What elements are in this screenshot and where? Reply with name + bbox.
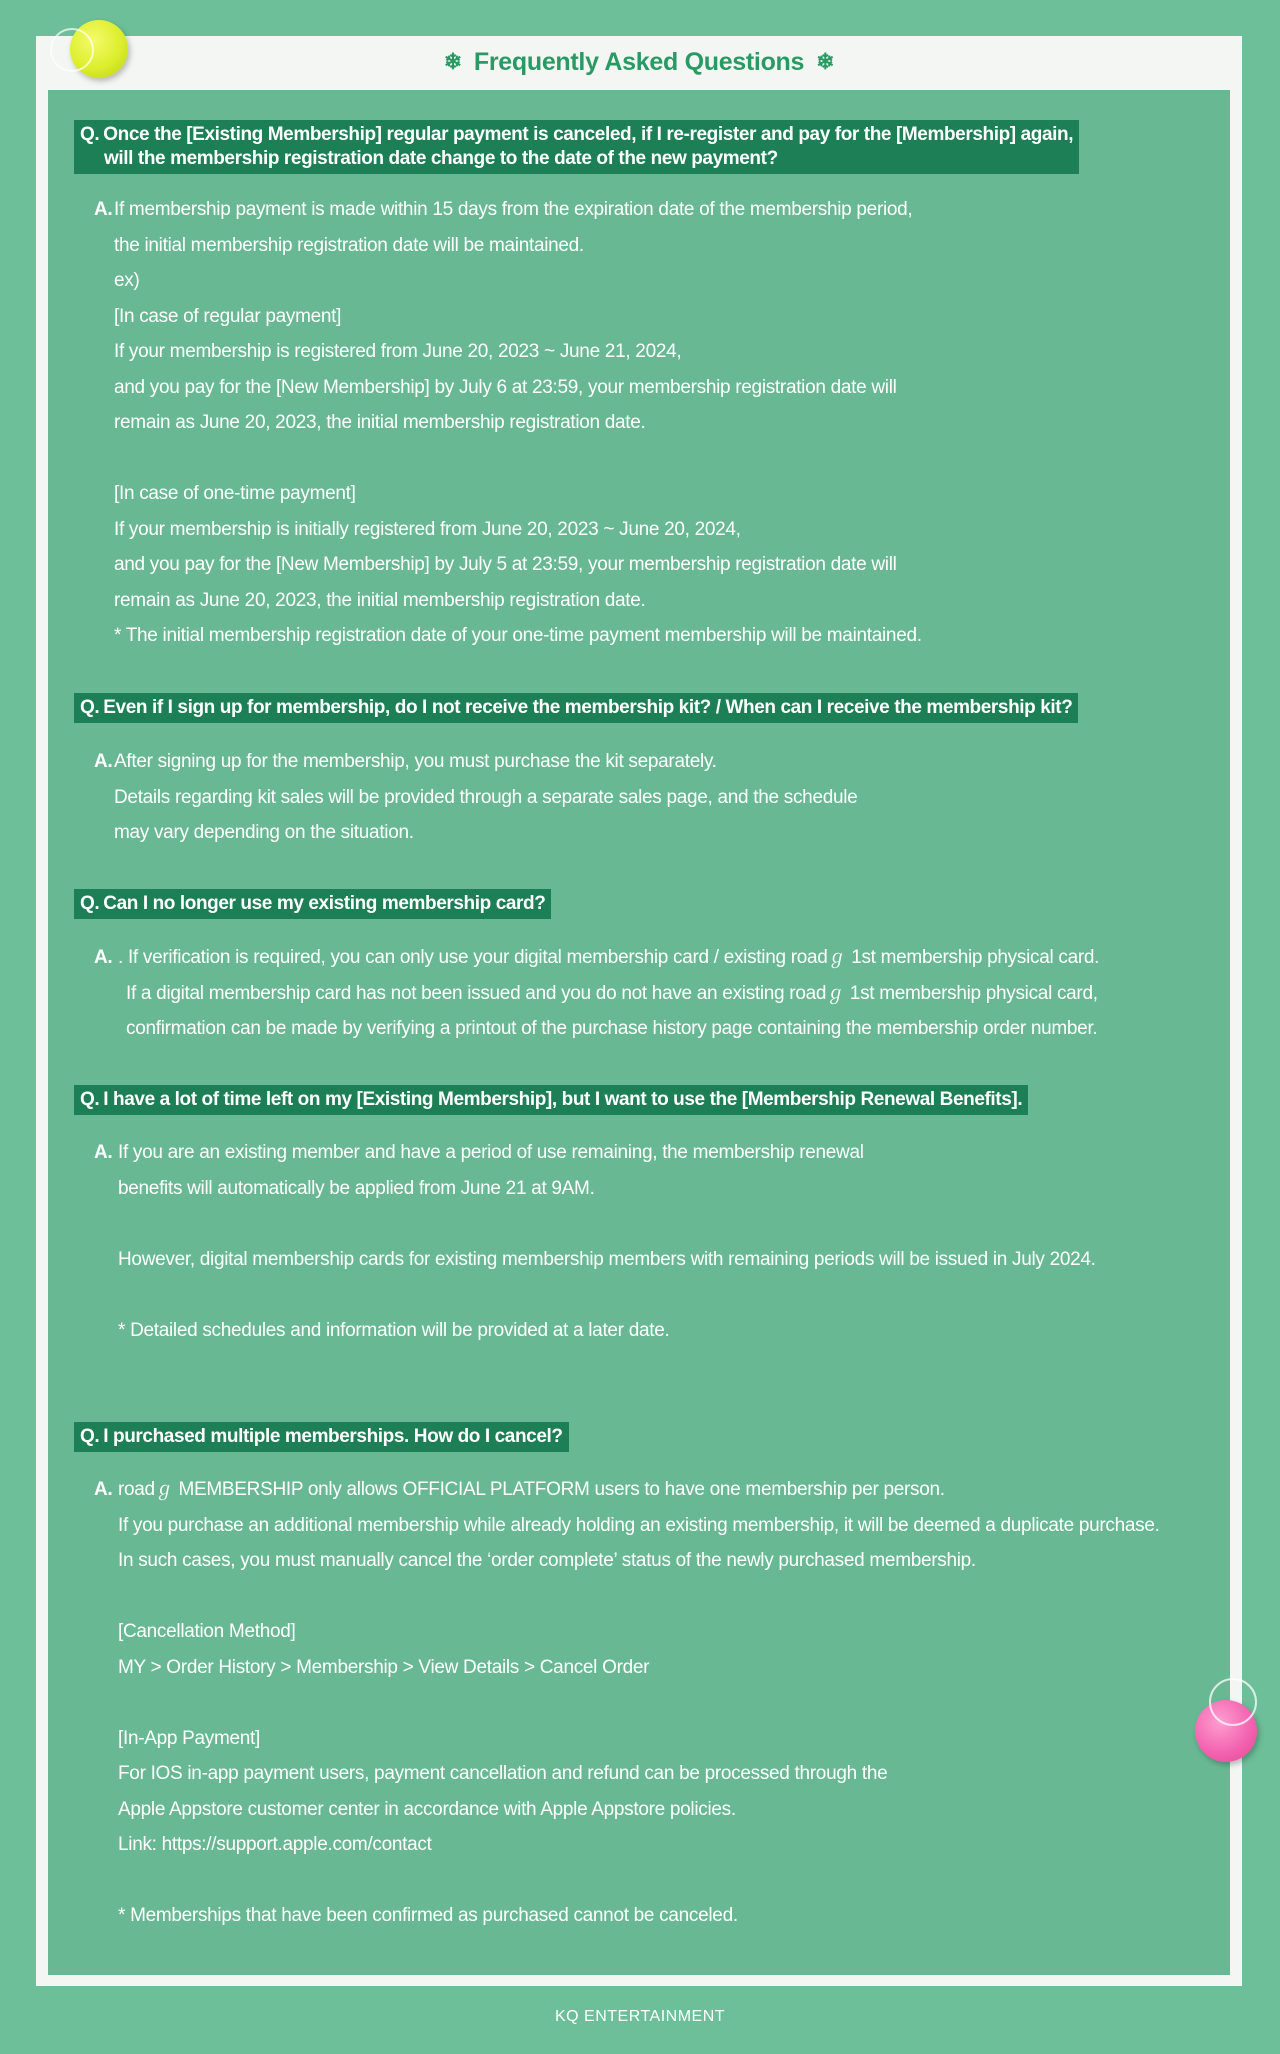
question-text: Even if I sign up for membership, do I not receive the membership kit? / When can I receive the membership kit? [103, 697, 1073, 718]
answer-line: [Cancellation Method] [118, 1621, 296, 1642]
answer-line: roadℊ MEMBERSHIP only allows OFFICIAL PLATFORM users to have one membership per person. [118, 1479, 945, 1500]
answer-line [118, 1579, 1160, 1615]
answer-line: After signing up for the membership, you must purchase the kit separately. [114, 751, 717, 772]
question-text: I purchased multiple memberships. How do I cancel? [103, 1426, 563, 1447]
answer-line: Details regarding kit sales will be provided through a separate sales page, and the schedule [114, 786, 858, 808]
faq-answer-4: A. If you are an existing member and have a period of use remaining, the membership renewal benefits will automatically be applied from June 21 at 9AM. However, digital membership cards for existing membership members with remaining periods will be issued in July 2024. * Detailed schedules and information will be provided at a later date. [94, 1135, 1096, 1348]
answer-line: * The initial membership registration date of your one-time payment membership will be maintained. [114, 625, 922, 646]
answer-line [118, 1863, 1160, 1899]
faq-question-5: Q. I purchased multiple memberships. How do I cancel? [74, 1422, 569, 1452]
answer-line: In such cases, you must manually cancel the ‘order complete’ status of the newly purchased membership. [118, 1550, 976, 1571]
snowflake-icon: ❄ [443, 49, 462, 74]
answer-line: MY > Order History > Membership > View Details > Cancel Order [118, 1656, 650, 1678]
answer-line: [In case of one-time payment] [114, 483, 356, 504]
answer-line: ex) [114, 270, 140, 291]
answer-line: the initial membership registration date will be maintained. [114, 234, 584, 256]
answer-line: [In case of regular payment] [114, 305, 342, 327]
faq-question-2: Q. Even if I sign up for membership, do I not receive the membership kit? / When can I receive the membership kit? [74, 693, 1078, 723]
faq-header [36, 36, 1242, 88]
faq-answer-5: A. roadℊ MEMBERSHIP only allows OFFICIAL PLATFORM users to have one membership per person. If you purchase an additional membership while already holding an existing membership, it will be deemed a duplicate purchase. In such cases, you must manually cancel the ‘order complete’ status of the newly purchased membership. [Cancellation Method] MY > Order History > Membership > View Details > Cancel Order [In-App Payment] For IOS in-app payment users, payment cancellation and refund can be processed through the Apple Appstore customer center in accordance with Apple Appstore policies. Link: https://support.apple.com/contact * Memberships that have been confirmed as purchased cannot be canceled. [94, 1472, 1160, 1934]
answer-line: If your membership is registered from June 20, 2023 ~ June 21, 2024, [114, 341, 682, 362]
page-title: Frequently Asked Questions [473, 47, 805, 76]
answer-line: However, digital membership cards for existing membership members with remaining periods will be issued in July 2024. [118, 1248, 1096, 1270]
answer-line: If you are an existing member and have a period of use remaining, the membership renewal [118, 1142, 864, 1163]
question-text: I have a lot of time left on my [Existing Membership], but I want to use the [Membership Renewal Benefits]. [103, 1089, 1023, 1110]
answer-line: and you pay for the [New Membership] by July 6 at 23:59, your membership registration date will [114, 376, 897, 398]
tennis-ball-green-icon [70, 20, 128, 78]
footer-company: KQ ENTERTAINMENT [554, 2008, 726, 2025]
faq-answer-2: A. After signing up for the membership, you must purchase the kit separately. Details regarding kit sales will be provided through a separate sales page, and the schedule may vary depending on the situation. [94, 744, 857, 851]
support-link[interactable]: Link: https://support.apple.com/contact [118, 1834, 432, 1855]
answer-line: confirmation can be made by verifying a printout of the purchase history page containing the membership order number. [126, 1018, 1098, 1039]
question-text: Once the [Existing Membership] regular payment is canceled, if I re-register and pay for the [Membership] again, [103, 124, 1074, 145]
answer-line: and you pay for the [New Membership] by July 5 at 23:59, your membership registration date will [114, 554, 897, 575]
answer-line: If a digital membership card has not been issued and you do not have an existing roadℊ 1st membership physical card, [126, 982, 1098, 1004]
answer-line: . If verification is required, you can only use your digital membership card / existing roadℊ 1st membership physical card. [118, 947, 1100, 968]
answer-line [118, 1206, 1096, 1242]
answer-line [118, 1277, 1096, 1313]
answer-line: benefits will automatically be applied from June 21 at 9AM. [118, 1177, 595, 1199]
question-text: Can I no longer use my existing membership card? [103, 893, 546, 914]
answer-line: If your membership is initially registered from June 20, 2023 ~ June 20, 2024, [114, 518, 741, 540]
answer-line: If you purchase an additional membership while already holding an existing membership, it will be deemed a duplicate purchase. [118, 1514, 1160, 1536]
answer-line: If membership payment is made within 15 days from the expiration date of the membership period, [114, 199, 913, 220]
question-text: will the membership registration date change to the date of the new payment? [104, 148, 778, 169]
answer-line: remain as June 20, 2023, the initial membership registration date. [114, 589, 646, 611]
answer-line: Apple Appstore customer center in accordance with Apple Appstore policies. [118, 1798, 736, 1820]
answer-line: For IOS in-app payment users, payment cancellation and refund can be processed through the [118, 1763, 888, 1784]
faq-question-4: Q. I have a lot of time left on my [Existing Membership], but I want to use the [Membership Renewal Benefits]. [74, 1085, 1028, 1115]
answer-line: [In-App Payment] [118, 1727, 260, 1749]
answer-line: may vary depending on the situation. [114, 822, 414, 843]
answer-line [118, 1685, 1160, 1721]
answer-line [114, 441, 922, 477]
faq-question-1: Q. Once the [Existing Membership] regular payment is canceled, if I re-register and pay for the [Membership] again, will the membership registration date change to the date of the new payment? [74, 120, 1079, 174]
snowflake-icon: ❄ [816, 49, 835, 74]
answer-line: * Memberships that have been confirmed as purchased cannot be canceled. [118, 1905, 738, 1926]
answer-line: remain as June 20, 2023, the initial membership registration date. [114, 412, 646, 433]
faq-answer-3: A. . If verification is required, you can only use your digital membership card / existing roadℊ 1st membership physical card. If a digital membership card has not been issued and you do not have an existing roadℊ 1st membership physical card, confirmation can be made by verifying a printout of the purchase history page containing the membership order number. [94, 940, 1099, 1047]
answer-line: * Detailed schedules and information will be provided at a later date. [118, 1319, 670, 1341]
tennis-ball-pink-icon [1195, 1700, 1257, 1762]
faq-answer-1: A. If membership payment is made within 15 days from the expiration date of the membership period, the initial membership registration date will be maintained. ex) [In case of regular payment] If your membership is registered from June 20, 2023 ~ June 21, 2024, and you pay for the [New Membership] by July 6 at 23:59, your membership registration date will remain as June 20, 2023, the initial membership registration date. [In case of one-time payment] If your membership is initially registered from June 20, 2023 ~ June 20, 2024, and you pay for the [New Membership] by July 5 at 23:59, your membership registration date will remain as June 20, 2023, the initial membership registration date. * The initial membership registration date of your one-time payment membership will be maintained. [94, 192, 922, 654]
faq-question-3: Q. Can I no longer use my existing membership card? [74, 889, 551, 919]
